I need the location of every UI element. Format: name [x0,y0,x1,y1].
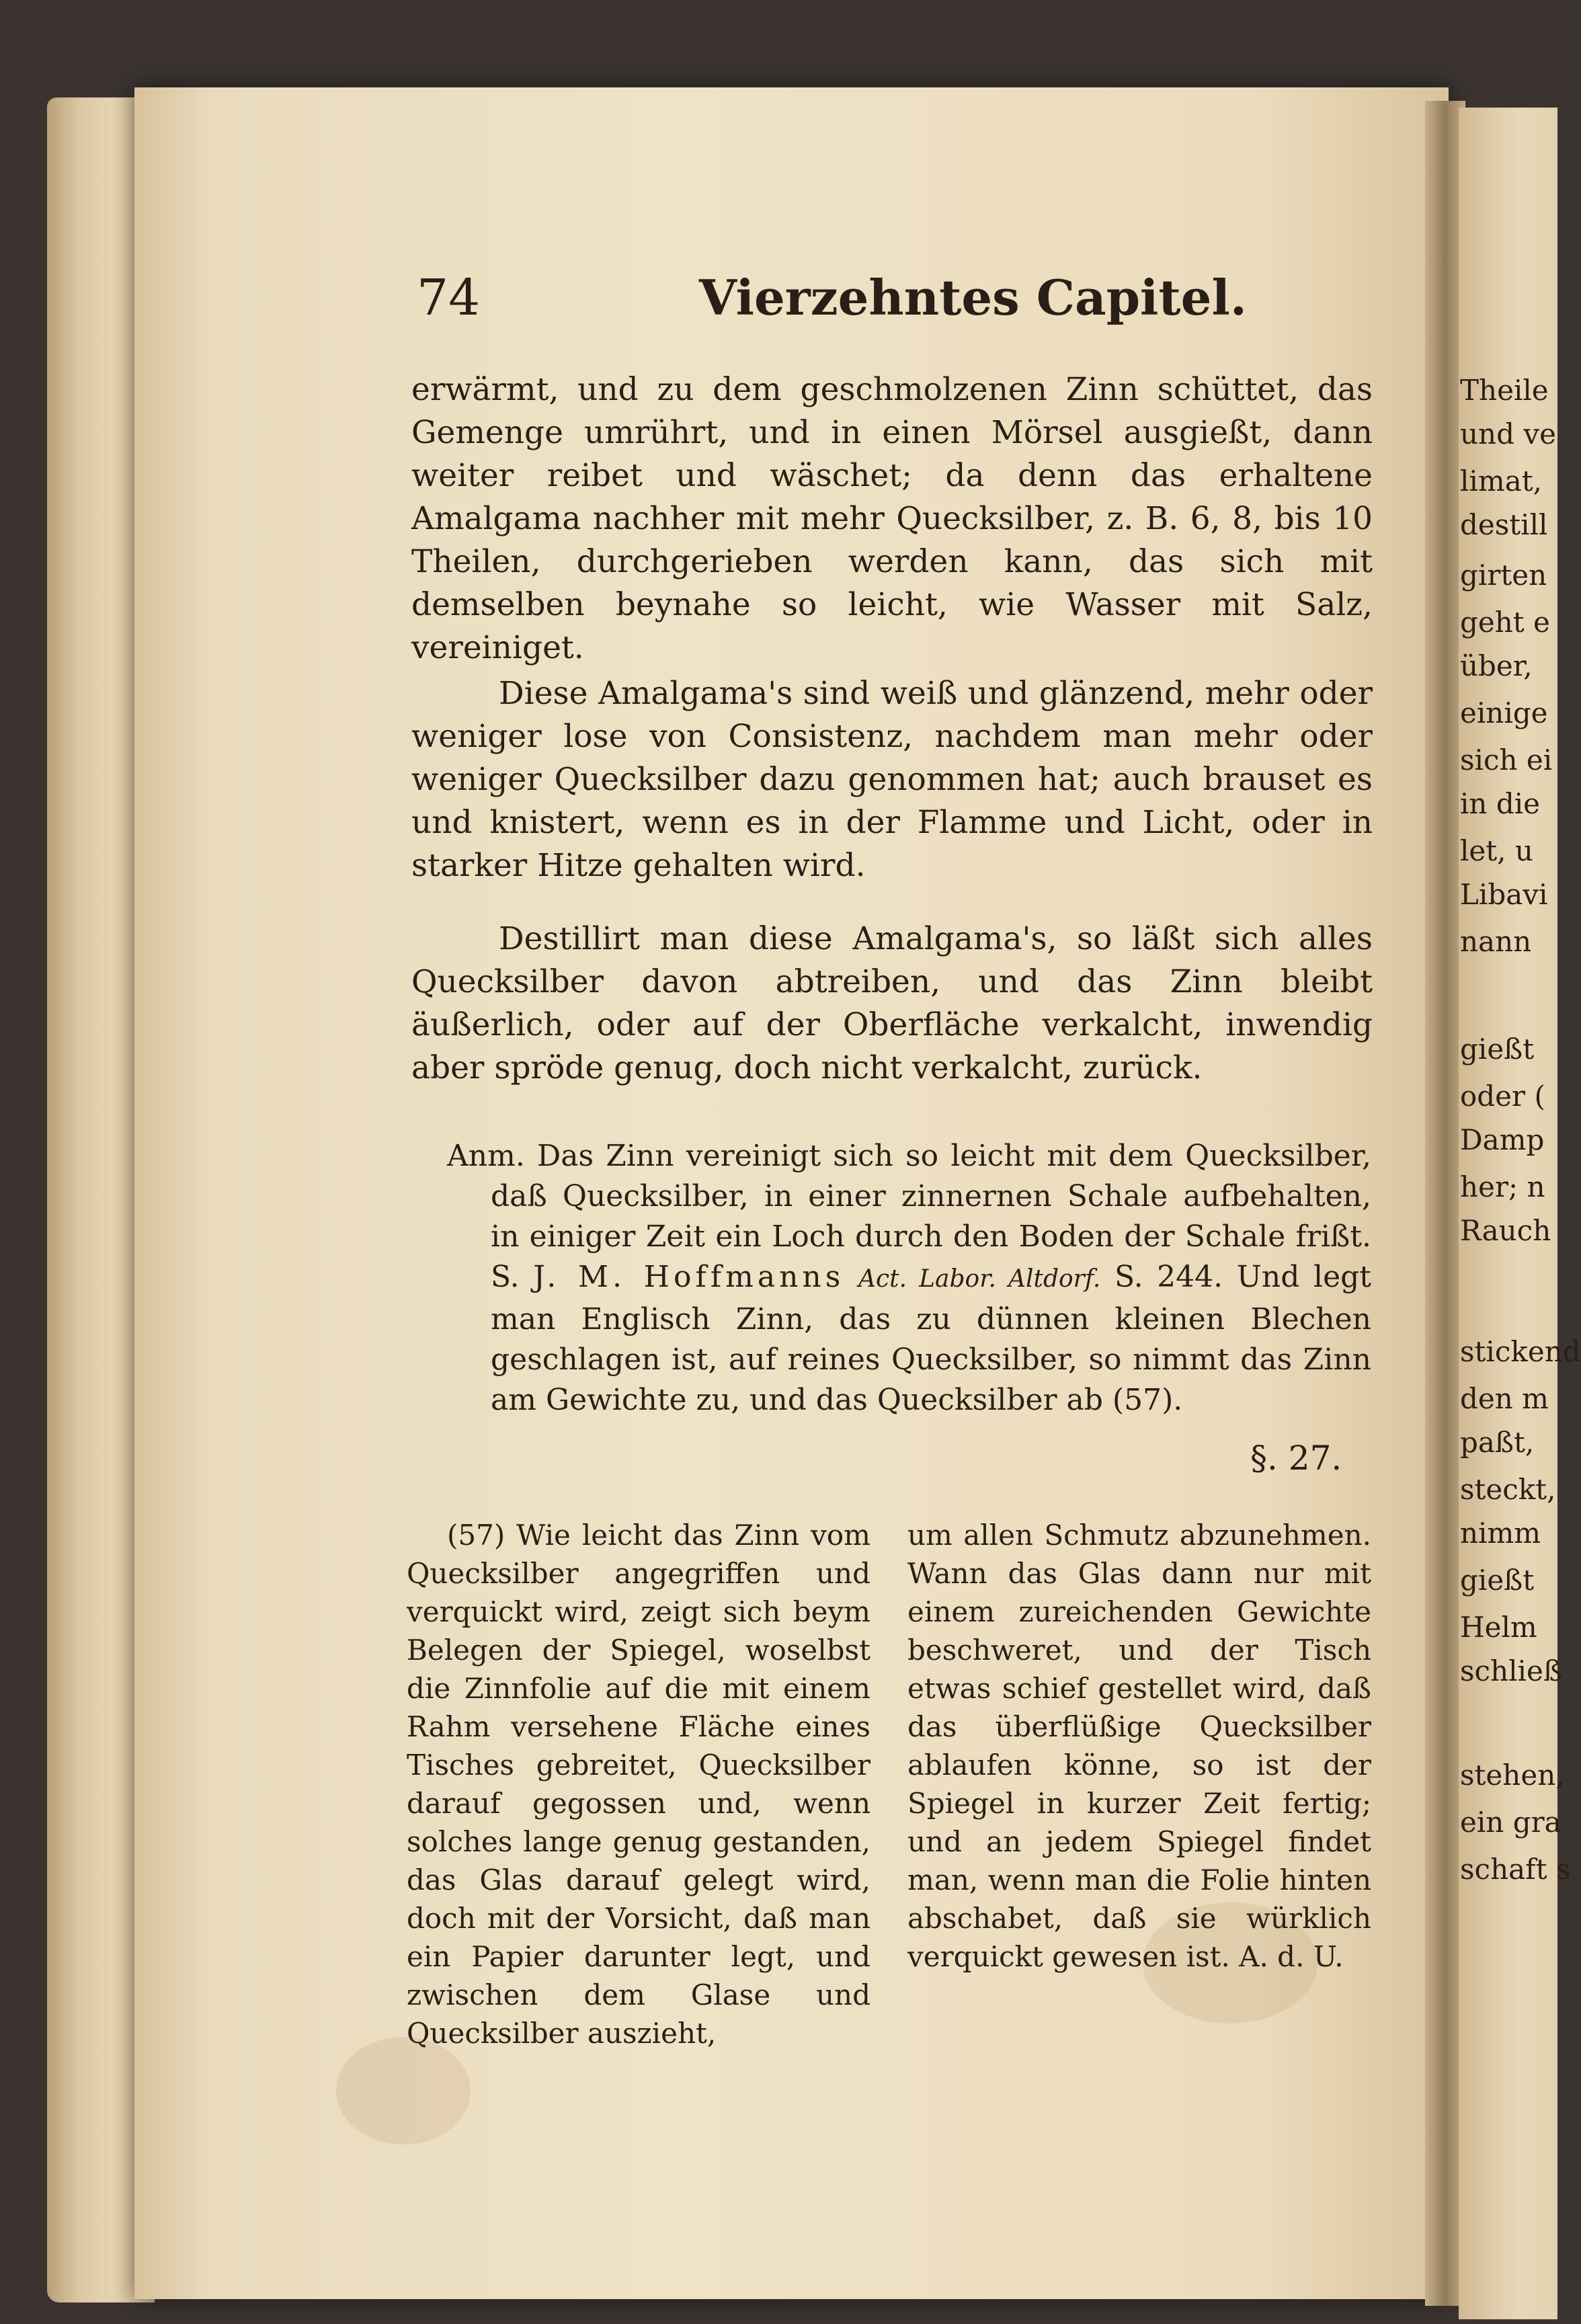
paragraph-1-text: erwärmt, und zu dem geschmolzenen Zinn schüttet, das Gemenge umrührt, und in einen Mörsel ausgießt, dann weiter reibet und wäschet; da denn das erhaltene Amalgama nachher mit mehr Quecksilber, z. B. 6, 8, bis 10 Theilen, durchgerieben werden kann, das sich mit demselben beynahe so leicht, wie Wasser mit Salz, vereiniget. [411,371,1373,666]
footnote-right-text: um allen Schmutz abzunehmen. Wann das Glas dann nur mit einem zureichenden Gewichte beschweret, und der Tisch etwas schief gestellet wird, daß das überflüßige Quecksilber ablaufen könne, so ist der Spiegel in kurzer Zeit fertig; und an jedem Spiegel findet man, wenn man die Folie hinten abschabet, daß sie würklich verquickt gewesen ist. A. d. U. [907,1519,1371,1973]
next-page-line: Libavi [1460,878,1548,911]
note-rest: Und legt man Englisch Zinn, das zu dünnen kleinen Blechen geschlagen ist, auf reines Quecksilber, so nimmt das Zinn am Gewichte zu, und das Quecksilber ab (57). [491,1260,1371,1417]
next-page-line: und ve [1460,417,1556,450]
next-page-line: girten [1460,559,1547,592]
page-header [0,269,1557,329]
footnote-left-column [407,1516,870,2052]
next-page-line: oder ( [1460,1080,1545,1113]
next-page-line: let, u [1460,834,1533,867]
next-page-line: gießt [1460,1033,1535,1066]
next-page-line: ein gra [1460,1806,1562,1839]
next-page-line: sich ei [1460,744,1553,776]
next-page-line: in die [1460,787,1541,820]
paragraph-2 [411,672,1373,887]
next-page-fragment [1459,108,1581,2319]
running-head: Vierzehntes Capitel. [699,269,1247,326]
next-page-line: schließ [1460,1654,1562,1687]
next-page-line: Theile [1460,374,1549,407]
next-page-line: Helm [1460,1611,1537,1644]
note-citation: Act. Labor. Altdorf. [858,1265,1101,1293]
next-page-line: den m [1460,1382,1549,1415]
note-page-ref: S. 244. [1114,1260,1223,1294]
next-page-line: Rauch [1460,1214,1551,1247]
next-page-line: über, [1460,649,1533,682]
next-page-line: steckt, [1460,1473,1556,1506]
page-number: 74 [417,269,481,327]
paragraph-1 [411,368,1373,670]
annotation-note [447,1136,1371,1420]
next-page-line: Damp [1460,1123,1545,1156]
next-page-line: geht e [1460,606,1550,639]
next-page-line: stehen, [1460,1759,1565,1792]
note-lead: Anm. Das Zinn vereinigt sich so leicht mit dem Quecksilber, daß Quecksilber, in einer zinnernen Schale aufbehalten, in einiger Zeit ein Loch durch den Boden der Schale frißt. S. [447,1139,1371,1294]
section-mark: §. 27. [1250,1439,1342,1478]
next-page-line: schaft s [1460,1853,1571,1886]
next-page-line: paßt, [1460,1426,1535,1459]
next-page-line: limat, [1460,465,1542,497]
next-page-line: einige [1460,696,1548,729]
footnote-left-text: (57) Wie leicht das Zinn vom Quecksilber angegriffen und verquickt wird, zeigt sich beym Belegen der Spiegel, woselbst die Zinnfolie auf die mit einem Rahm versehene Fläche eines Tisches gebreitet, Quecksilber darauf gegossen und, wenn solches lange genug gestanden, das Glas darauf gelegt wird, doch mit der Vorsicht, daß man ein Papier darunter legt, und zwischen dem Glase und Quecksilber auszieht, [407,1519,870,2050]
next-page-line: nann [1460,925,1532,958]
next-page-line: her; n [1460,1170,1545,1203]
next-page-line: nimm [1460,1517,1541,1550]
paragraph-3 [411,918,1373,1090]
next-page-line: stickend [1460,1335,1581,1368]
paragraph-3-text: Destillirt man diese Amalgama's, so läßt sich alles Quecksilber davon abtreiben, und das Zinn bleibt äußerlich, oder auf der Oberfläche verkalcht, inwendig aber spröde genug, doch nicht verkalcht, zurück. [411,920,1373,1086]
note-author: J. M. Hoffmanns [533,1260,845,1294]
paragraph-2-text: Diese Amalgama's sind weiß und glänzend, mehr oder weniger lose von Consistenz, nachdem man mehr oder weniger Quecksilber dazu genommen hat; auch brauset es und knistert, wenn es in der Flamme und Licht, oder in starker Hitze gehalten wird. [411,675,1373,884]
footnote-right-column [907,1516,1371,1976]
next-page-line: gießt [1460,1564,1535,1597]
next-page-line: destill [1460,508,1548,541]
